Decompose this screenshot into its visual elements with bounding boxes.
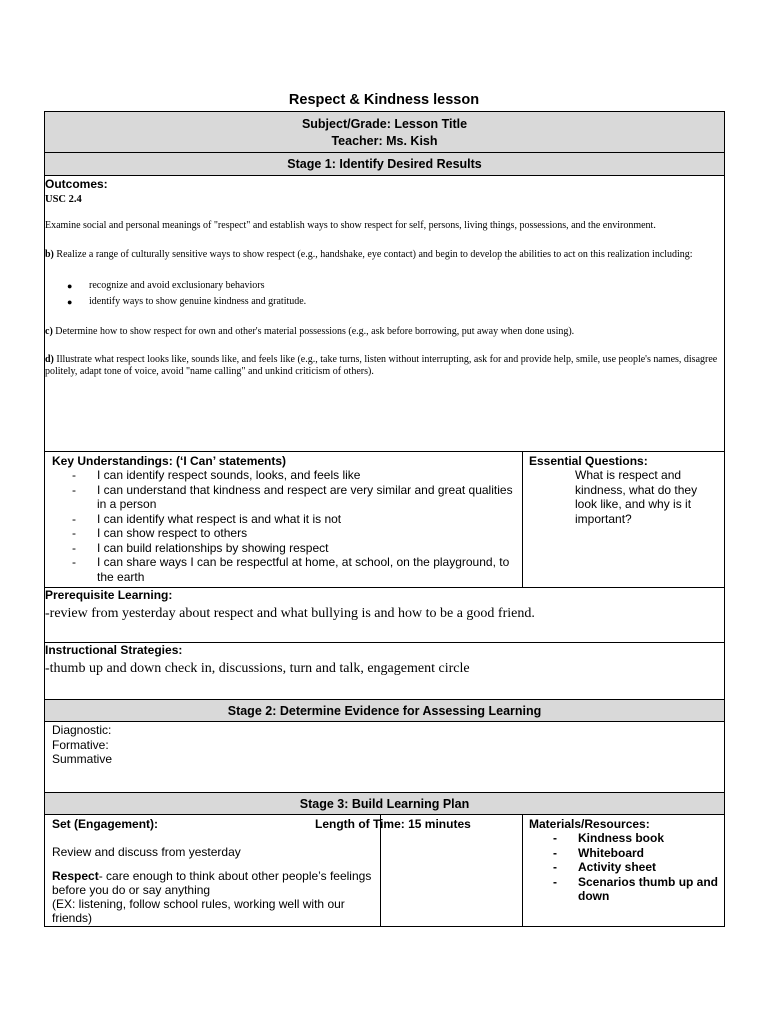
instructional-label: Instructional Strategies: xyxy=(45,643,183,657)
assessment-formative: Formative: xyxy=(52,737,109,752)
materials-cell xyxy=(523,815,725,927)
materials-label: Materials/Resources: xyxy=(529,817,650,831)
respect-def-text: - care enough to think about other people’s feelings before you do or say anything xyxy=(52,869,372,897)
outcomes-label: Outcomes: xyxy=(45,177,108,191)
stage3-heading: Stage 3: Build Learning Plan xyxy=(45,793,725,815)
stage1-heading: Stage 1: Identify Desired Results xyxy=(45,153,725,176)
lesson-plan-table xyxy=(44,111,725,927)
assessment-cell xyxy=(45,722,725,793)
list-item: - I can share ways I can be respectful at home, at school, on the playground, to the earth xyxy=(72,555,518,584)
review-text: Review and discuss from yesterday xyxy=(52,845,241,859)
list-item: - Activity sheet xyxy=(553,860,718,875)
outcome-d-label: d) xyxy=(45,353,54,365)
outcome-d-text: Illustrate what respect looks like, sounds like, and feels like (e.g., take turns, listen without interrupting, ask for and provide help, smile, use people's names, disagree politely, adapt tone of voice, avoid "name calling" and unkind criticism of others). xyxy=(45,353,718,377)
essential-questions-cell xyxy=(523,452,725,588)
length-label: Length of Time: 15 minutes xyxy=(315,817,471,831)
list-item: - Scenarios thumb up and down xyxy=(553,875,718,904)
instructional-text: -thumb up and down check in, discussions, turn and talk, engagement circle xyxy=(45,661,470,676)
outcome-c-label: c) xyxy=(45,326,53,337)
list-item: ● recognize and avoid exclusionary behaviors xyxy=(67,278,724,294)
outcome-b xyxy=(45,249,724,262)
outcome-c xyxy=(45,326,724,339)
instructional-cell xyxy=(45,643,725,700)
set-label: Set (Engagement): xyxy=(52,817,159,831)
length-cell xyxy=(315,815,523,927)
essential-questions-text: What is respect and kindness, what do they look like, and why is it important? xyxy=(575,468,698,526)
assessment-summative: Summative xyxy=(52,752,113,766)
header-cell xyxy=(45,112,725,153)
respect-example: (EX: listening, follow school rules, working well with our friends) xyxy=(52,897,345,925)
outcome-b-label: b) xyxy=(45,248,54,260)
list-item: - I can build relationships by showing respect xyxy=(72,541,518,556)
teacher-line: Teacher: Ms. Kish xyxy=(331,134,438,148)
outcome-code: USC 2.4 xyxy=(45,194,82,205)
respect-term: Respect xyxy=(52,869,99,883)
subject-line: Subject/Grade: Lesson Title xyxy=(301,117,468,131)
page-title: Respect & Kindness lesson xyxy=(288,92,480,108)
key-understandings-list xyxy=(52,468,518,584)
list-item: - I can understand that kindness and respect are very similar and great qualities in a person xyxy=(72,483,518,512)
outcome-intro: Examine social and personal meanings of "respect" and establish ways to show respect for self, persons, living things, possessions, and the environment. xyxy=(45,220,656,231)
prerequisite-label: Prerequisite Learning: xyxy=(45,588,173,602)
list-item: - I can identify respect sounds, looks, and feels like xyxy=(72,468,518,483)
outcomes-cell xyxy=(45,176,725,452)
outcome-c-text: Determine how to show respect for own and other's material possessions (e.g., ask before borrowing, put away when done using). xyxy=(52,326,575,337)
key-understandings-cell xyxy=(45,452,523,588)
key-understandings-label: Key Understandings: (‘I Can’ statements) xyxy=(52,454,287,468)
list-item: - Whiteboard xyxy=(553,846,718,861)
list-item: - I can identify what respect is and what it is not xyxy=(72,512,518,527)
outcome-b-text: Realize a range of culturally sensitive ways to show respect (e.g., handshake, eye contact) and begin to develop the abilities to act on this realization including: xyxy=(53,248,693,260)
stage2-heading: Stage 2: Determine Evidence for Assessing Learning xyxy=(45,700,725,722)
list-item: - Kindness book xyxy=(553,831,718,846)
list-item: - I can show respect to others xyxy=(72,526,518,541)
prerequisite-cell xyxy=(45,588,725,643)
prerequisite-text: -review from yesterday about respect and what bullying is and how to be a good friend. xyxy=(45,606,535,621)
outcome-d xyxy=(45,354,724,379)
list-item: ● identify ways to show genuine kindness and gratitude. xyxy=(67,294,724,310)
outcome-b-bullets xyxy=(45,278,724,310)
materials-list xyxy=(529,831,718,904)
set-cell xyxy=(45,815,381,927)
essential-questions-label: Essential Questions: xyxy=(529,454,648,468)
respect-definition xyxy=(52,869,376,897)
assessment-diagnostic: Diagnostic: xyxy=(52,723,112,737)
